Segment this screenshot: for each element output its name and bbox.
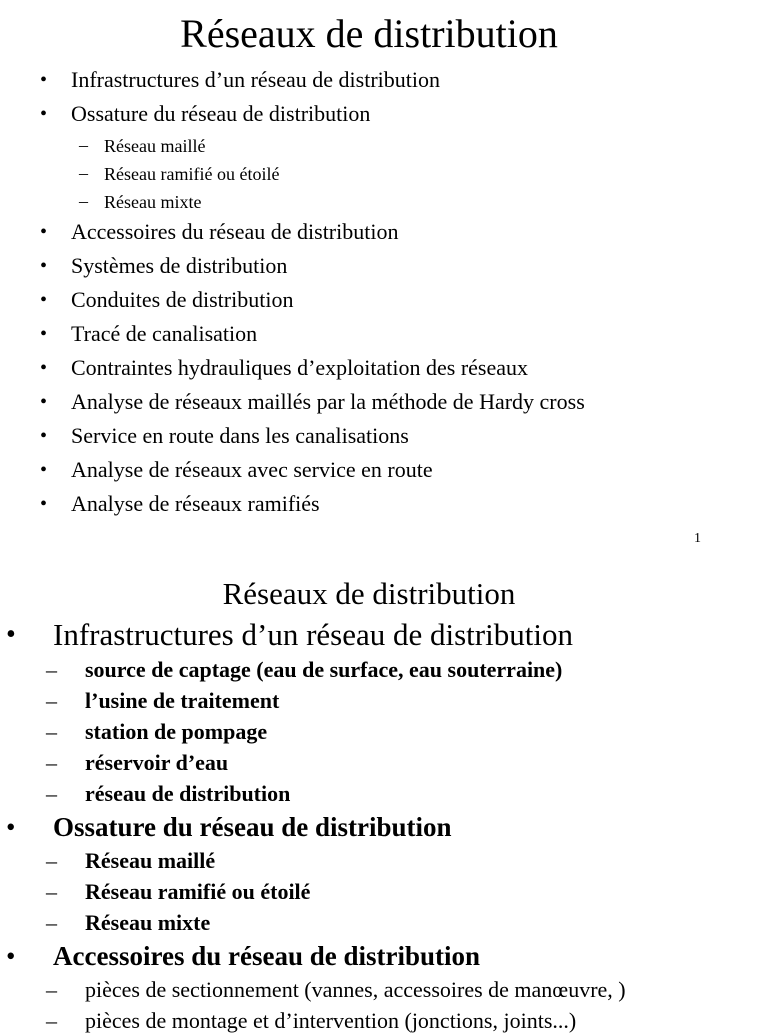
sub-list-item xyxy=(0,132,585,160)
sub-list-item xyxy=(0,654,626,685)
sub-list-item-text: réservoir d’eau xyxy=(85,750,229,775)
dash-icon: – xyxy=(46,879,57,904)
dash-icon: – xyxy=(46,977,57,1002)
list-item-text: Ossature du réseau de distribution xyxy=(71,101,371,126)
list-item-text: Infrastructures d’un réseau de distribution xyxy=(53,617,573,652)
dash-icon: – xyxy=(46,910,57,935)
list-item-text: Tracé de canalisation xyxy=(71,321,258,346)
dash-icon: – xyxy=(46,657,57,682)
list-item xyxy=(0,809,626,845)
sub-list-item-text: Réseau mixte xyxy=(85,910,211,935)
bullet-icon: • xyxy=(6,941,16,971)
sub-list-item-text: station de pompage xyxy=(85,719,268,744)
list-item-text: Accessoires du réseau de distribution xyxy=(71,219,399,244)
page-number: 1 xyxy=(694,531,701,546)
sub-list-item xyxy=(0,974,626,1005)
list-item xyxy=(0,938,626,974)
bullet-icon: • xyxy=(40,493,48,515)
dash-icon: – xyxy=(46,1008,57,1033)
sub-list-item-text: l’usine de traitement xyxy=(85,688,280,713)
list-item-text: Ossature du réseau de distribution xyxy=(53,812,452,842)
sub-list-item-text: pièces de montage et d’intervention (jonctions, joints...) xyxy=(85,1008,577,1033)
bullet-icon: • xyxy=(40,289,48,311)
sub-list-item-text: Réseau ramifié ou étoilé xyxy=(104,164,280,184)
sub-list-item-text: pièces de sectionnement (vannes, accessoires de manœuvre, ) xyxy=(85,977,626,1002)
bullet-icon: • xyxy=(40,69,48,91)
slide-1-outline xyxy=(0,64,585,522)
list-item-text: Infrastructures d’un réseau de distribution xyxy=(71,67,440,92)
bullet-icon: • xyxy=(40,425,48,447)
dash-icon: – xyxy=(46,781,57,806)
list-item-text: Service en route dans les canalisations xyxy=(71,423,409,448)
bullet-icon: • xyxy=(40,255,48,277)
list-item-text: Accessoires du réseau de distribution xyxy=(53,941,481,971)
slide-1-title: Réseaux de distribution xyxy=(180,11,558,56)
dash-icon: – xyxy=(46,688,57,713)
bullet-icon: • xyxy=(6,812,16,842)
dash-icon: – xyxy=(79,163,88,183)
list-item-text: Contraintes hydrauliques d’exploitation des réseaux xyxy=(71,355,528,380)
list-item-text: Analyse de réseaux avec service en route xyxy=(71,457,433,482)
sub-list-item-text: Réseau maillé xyxy=(104,136,206,156)
bullet-icon: • xyxy=(40,221,48,243)
slide-2-outline xyxy=(0,616,626,1036)
list-item xyxy=(0,454,585,488)
list-item xyxy=(0,386,585,420)
list-item xyxy=(0,216,585,250)
sub-list-item-text: Réseau ramifié ou étoilé xyxy=(85,879,311,904)
list-item xyxy=(0,616,626,654)
list-item xyxy=(0,64,585,98)
list-item xyxy=(0,250,585,284)
sub-list-item xyxy=(0,876,626,907)
list-item-text: Systèmes de distribution xyxy=(71,253,288,278)
bullet-icon: • xyxy=(6,619,16,650)
sub-list-item xyxy=(0,1005,626,1036)
sub-list-item xyxy=(0,747,626,778)
dash-icon: – xyxy=(46,719,57,744)
sub-list-item-text: Réseau maillé xyxy=(85,848,216,873)
sub-list-item-text: réseau de distribution xyxy=(85,781,291,806)
bullet-icon: • xyxy=(40,103,48,125)
list-item xyxy=(0,318,585,352)
dash-icon: – xyxy=(46,848,57,873)
list-item xyxy=(0,284,585,318)
dash-icon: – xyxy=(46,750,57,775)
list-item xyxy=(0,352,585,386)
bullet-icon: • xyxy=(40,357,48,379)
sub-list-item xyxy=(0,685,626,716)
sub-list-item-text: source de captage (eau de surface, eau souterraine) xyxy=(85,657,563,682)
sub-list-item xyxy=(0,845,626,876)
list-item xyxy=(0,488,585,522)
list-item-text: Conduites de distribution xyxy=(71,287,294,312)
slide-2-title: Réseaux de distribution xyxy=(222,576,516,611)
sub-list-item xyxy=(0,716,626,747)
dash-icon: – xyxy=(79,135,88,155)
bullet-icon: • xyxy=(40,391,48,413)
list-item-text: Analyse de réseaux ramifiés xyxy=(71,491,320,516)
sub-list-item xyxy=(0,907,626,938)
list-item-text: Analyse de réseaux maillés par la méthode de Hardy cross xyxy=(71,389,585,414)
dash-icon: – xyxy=(79,191,88,211)
sub-list-item xyxy=(0,160,585,188)
sub-list-item xyxy=(0,188,585,216)
bullet-icon: • xyxy=(40,459,48,481)
list-item xyxy=(0,98,585,132)
list-item xyxy=(0,420,585,454)
sub-list-item xyxy=(0,778,626,809)
bullet-icon: • xyxy=(40,323,48,345)
sub-list-item-text: Réseau mixte xyxy=(104,192,202,212)
